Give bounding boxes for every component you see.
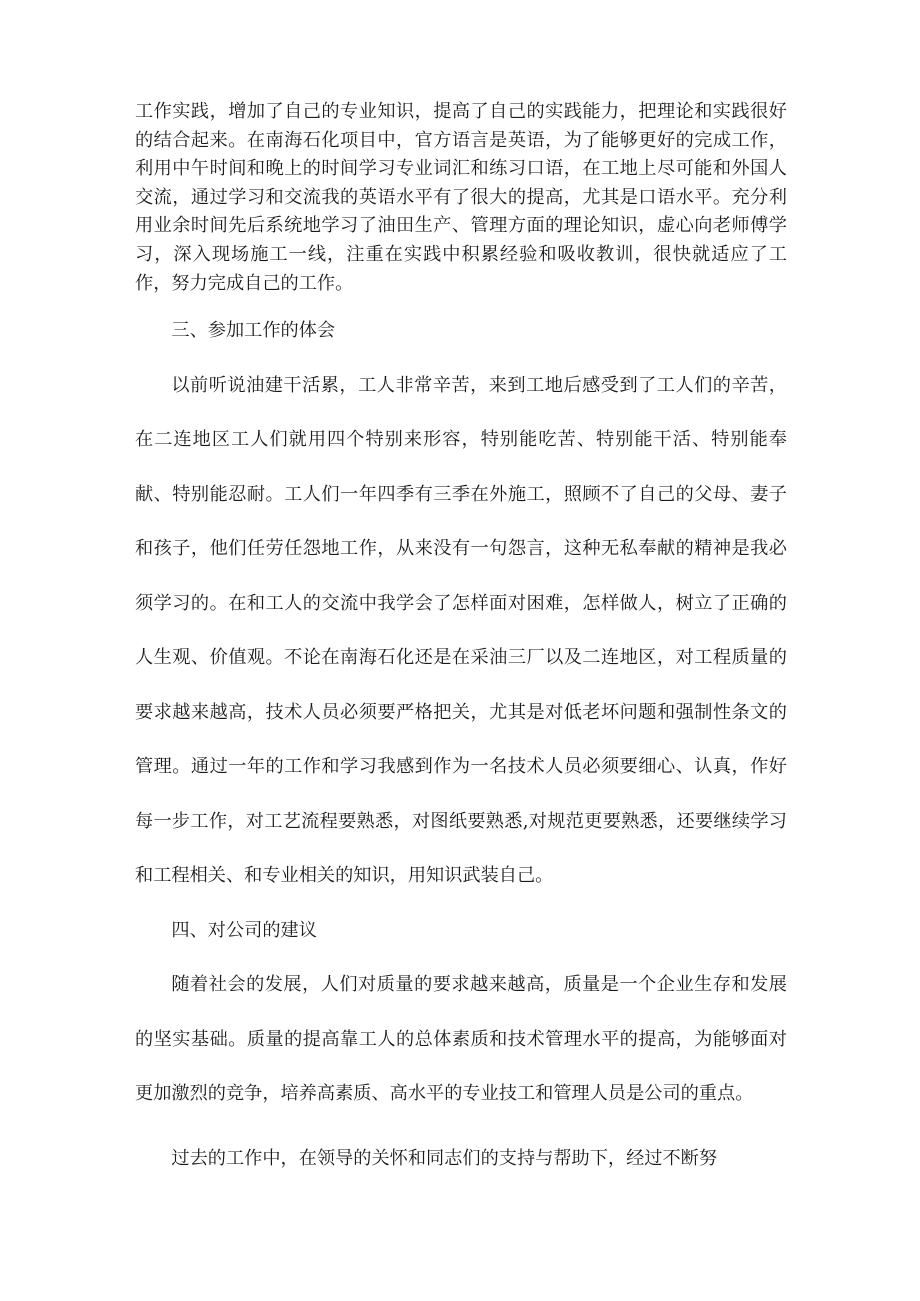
paragraph-conclusion: 过去的工作中，在领导的关怀和同志们的支持与帮助下，经过不断努 <box>171 1147 718 1169</box>
spacer <box>135 1122 787 1132</box>
section-heading-suggestions: 四、对公司的建议 <box>171 919 317 941</box>
paragraph-practice: 工作实践，增加了自己的专业知识，提高了自己的实践能力，把理论和实践很好的结合起来。在南海石化项目中，官方语言是英语，为了能够更好的完成工作，利用中午时间和晚上的时间学习专业词汇和练习口语，在工地上尽可能和外国人交流，通过学习和交流我的英语水平有了很大的提高，尤其是口语水平。充分利用业余时间先后系统地学习了油田生产、管理方面的理论知识，虚心向老师傅学习，深入现场施工一线，注重在实践中积累经验和吸收教训，很快就适应了工作，努力完成自己的工作。 <box>135 101 787 294</box>
paragraph-suggestions: 随着社会的发展，人们对质量的要求越来越高，质量是一个企业生存和发展的坚实基础。质量的提高靠工人的总体素质和技术管理水平的提高，为能够面对更加激烈的竞争，培养高素质、高水平的专业技工和管理人员是公司的重点。 <box>135 974 787 1105</box>
document-body <box>135 98 787 1186</box>
paragraph-experience: 以前听说油建干活累，工人非常辛苦，来到工地后感受到了工人们的辛苦，在二连地区工人们就用四个特别来形容，特别能吃苦、特别能干活、特别能奉献、特别能忍耐。工人们一年四季有三季在外施工，照顾不了自己的父母、妻子和孩子，他们任劳任怨地工作，从来没有一句怨言，这种无私奉献的精神是我必须学习的。在和工人的交流中我学会了怎样面对困难，怎样做人，树立了正确的人生观、价值观。不论在南海石化还是在采油三厂以及二连地区，对工程质量的要求越来越高，技术人员必须要严格把关，尤其是对低老坏问题和强制性条文的管理。通过一年的工作和学习我感到作为一名技术人员必须要细心、认真，作好每一步工作，对工艺流程要熟悉，对图纸要熟悉,对规范更要熟悉，还要继续学习和工程相关、和专业相关的知识，用知识武装自己。 <box>135 374 787 887</box>
section-heading-experience: 三、参加工作的体会 <box>171 320 336 342</box>
